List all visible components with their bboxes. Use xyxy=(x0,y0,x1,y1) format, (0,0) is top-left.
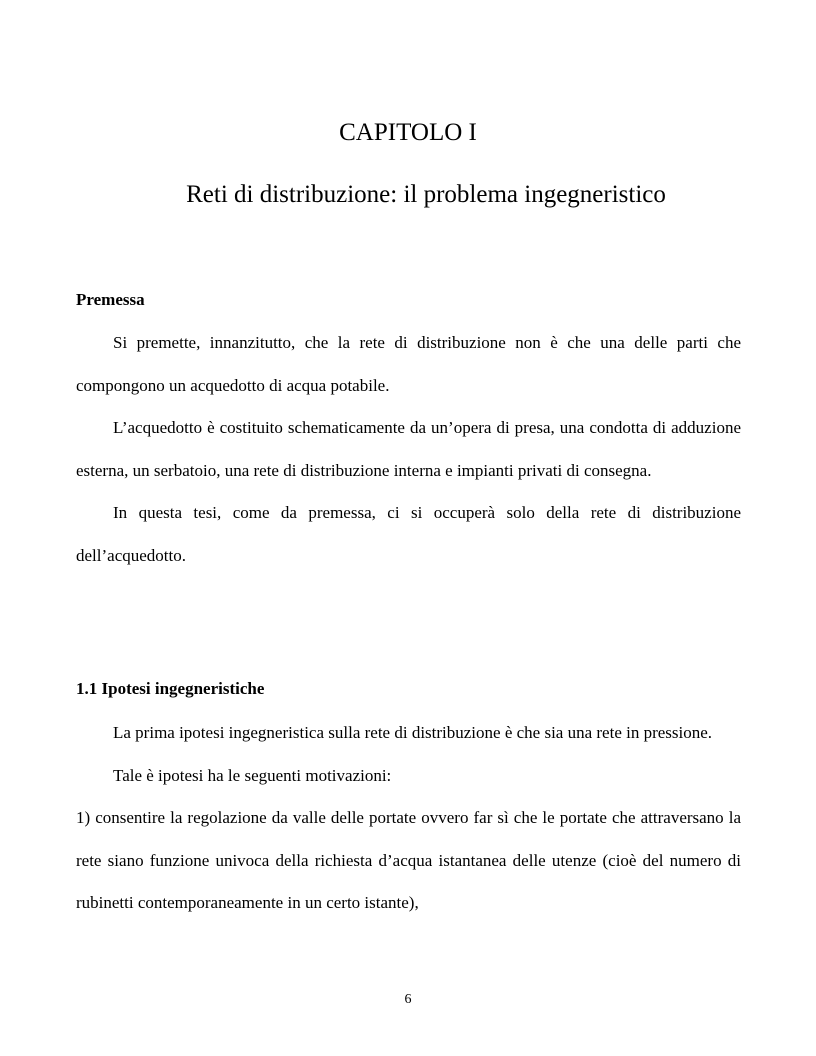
section-heading: Premessa xyxy=(76,290,145,309)
paragraph: Si premette, innanzitutto, che la rete di distribuzione non è che una delle parti che compongono un acquedotto di acqua potabile. xyxy=(76,333,741,395)
section-premessa-body xyxy=(76,322,741,577)
paragraph: Tale è ipotesi ha le seguenti motivazioni: xyxy=(113,765,392,785)
section-ipotesi xyxy=(76,679,741,699)
chapter-title: Reti di distribuzione: il problema ingegneristico xyxy=(186,181,666,208)
paragraph: 1) consentire la regolazione da valle delle portate ovvero far sì che le portate che attraversano la rete siano funzione univoca della richiesta d’acqua istantanea delle utenze (cioè del numero di rubinetti contemporaneamente in un certo istante), xyxy=(76,808,741,912)
page-number: 6 xyxy=(404,992,412,1007)
section-premessa xyxy=(76,290,741,310)
section-ipotesi-body xyxy=(76,712,741,925)
section-heading: 1.1 Ipotesi ingegneristiche xyxy=(76,679,265,698)
chapter-number: CAPITOLO I xyxy=(339,119,477,146)
paragraph: La prima ipotesi ingegneristica sulla rete di distribuzione è che sia una rete in pressione. xyxy=(113,723,713,742)
paragraph: In questa tesi, come da premessa, ci si occuperà solo della rete di distribuzione dell’acquedotto. xyxy=(76,503,741,565)
paragraph: L’acquedotto è costituito schematicamente da un’opera di presa, una condotta di adduzione esterna, un serbatoio, una rete di distribuzione interna e impianti privati di consegna. xyxy=(76,418,741,480)
